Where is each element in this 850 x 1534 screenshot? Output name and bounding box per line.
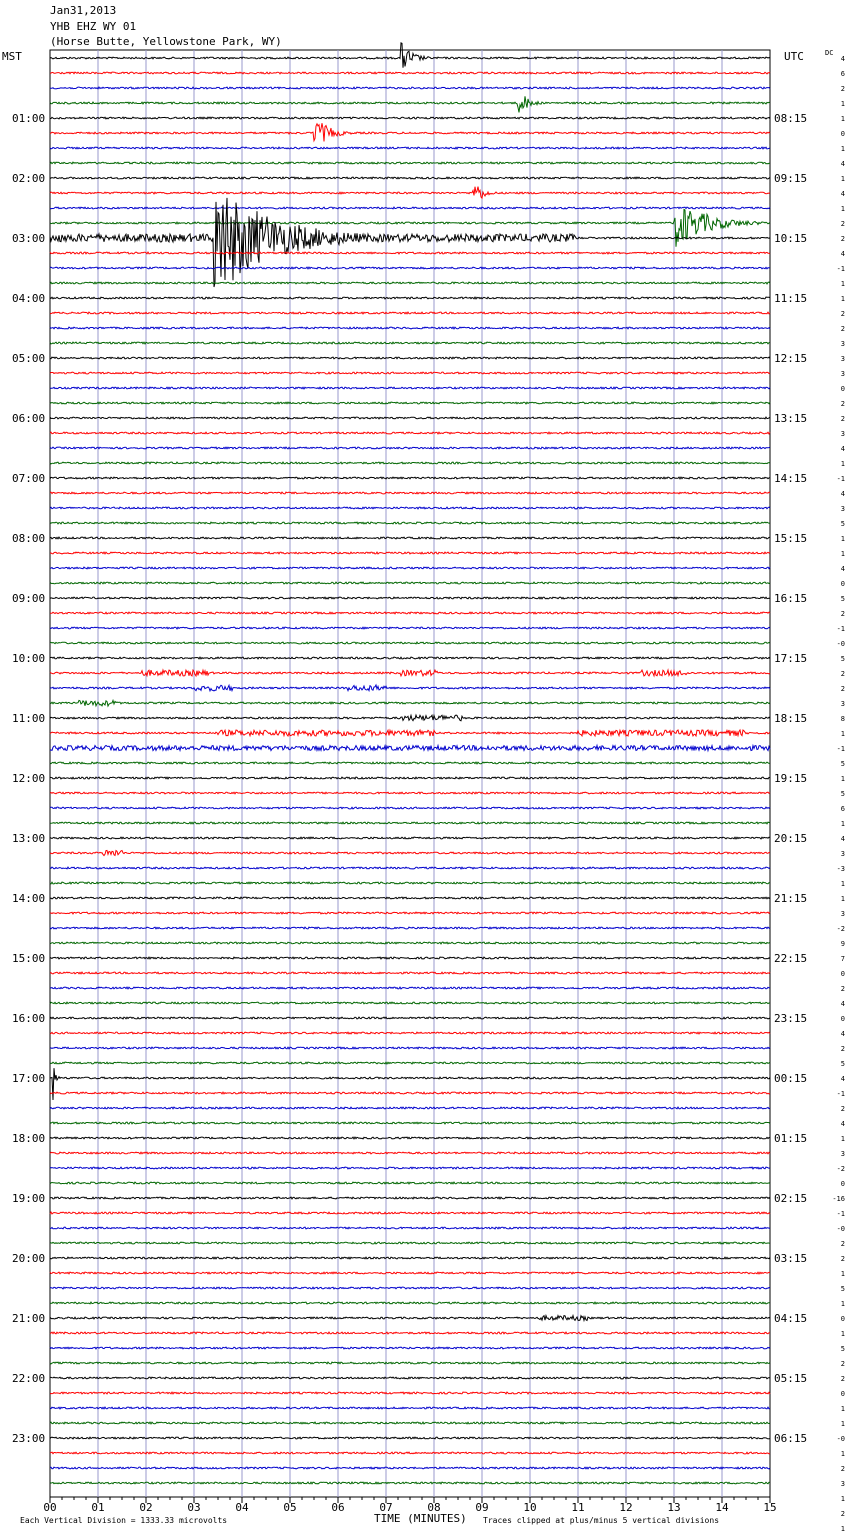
- dc-offset: 3: [840, 700, 845, 708]
- dc-offset: 1: [840, 1330, 845, 1338]
- x-tick-label: 03: [187, 1501, 201, 1514]
- dc-offset: 0: [840, 1180, 845, 1188]
- dc-offset: 4: [840, 1000, 845, 1008]
- right-hour-label: 00:15: [774, 1072, 808, 1085]
- trace-black: [50, 477, 770, 479]
- dc-offset: -1: [836, 1210, 845, 1218]
- dc-offset: 3: [840, 1150, 845, 1158]
- dc-offset: 1: [840, 1405, 845, 1413]
- dc-offset: -0: [836, 1225, 845, 1233]
- trace-blue: [50, 1107, 770, 1109]
- header-station: YHB EHZ WY 01: [50, 20, 137, 33]
- dc-offset: 2: [840, 1360, 845, 1368]
- left-hour-label: 08:00: [12, 532, 46, 545]
- trace-blue: [50, 627, 770, 629]
- trace-red: [50, 123, 770, 141]
- trace-black: [50, 715, 770, 721]
- dc-offset: 3: [840, 430, 845, 438]
- dc-offset: 2: [840, 415, 845, 423]
- trace-black: [50, 297, 770, 299]
- x-tick-label: 15: [763, 1501, 777, 1514]
- trace-blue: [50, 1167, 770, 1169]
- dc-offset: 2: [840, 85, 845, 93]
- left-hour-label: 04:00: [12, 292, 46, 305]
- dc-offset: 2: [840, 1105, 845, 1113]
- trace-red: [50, 1212, 770, 1214]
- trace-black: [50, 1437, 770, 1439]
- left-hour-label: 02:00: [12, 172, 46, 185]
- dc-offset: 6: [840, 70, 845, 78]
- trace-green: [50, 700, 770, 706]
- trace-red: [50, 252, 770, 254]
- x-tick-label: 02: [139, 1501, 153, 1514]
- dc-offset: 0: [840, 130, 845, 138]
- header-date: Jan31,2013: [50, 4, 117, 17]
- plot-frame: [50, 50, 770, 1497]
- x-tick-label: 12: [619, 1501, 633, 1514]
- trace-green: [50, 209, 770, 246]
- left-hour-label: 15:00: [12, 952, 46, 965]
- right-hour-label: 06:15: [774, 1432, 808, 1445]
- trace-black: [50, 43, 770, 68]
- trace-blue: [50, 507, 770, 509]
- right-hour-label: 01:15: [774, 1132, 808, 1145]
- dc-offset: 5: [840, 1285, 845, 1293]
- trace-red: [50, 912, 770, 914]
- trace-green: [50, 1362, 770, 1364]
- dc-offset: -0: [836, 1435, 845, 1443]
- dc-offset: 1: [840, 820, 845, 828]
- dc-offset: 2: [840, 310, 845, 318]
- dc-offset: 0: [840, 1315, 845, 1323]
- dc-offset: 1: [840, 550, 845, 558]
- dc-offset: 0: [840, 970, 845, 978]
- dc-offset: 5: [840, 595, 845, 603]
- trace-blue: [50, 1407, 770, 1409]
- trace-red: [50, 72, 770, 74]
- x-tick-label: 04: [235, 1501, 249, 1514]
- dc-offset: 5: [840, 760, 845, 768]
- trace-red: [50, 792, 770, 794]
- trace-black: [50, 1257, 770, 1259]
- left-hour-label: 11:00: [12, 712, 46, 725]
- right-zone-label: UTC: [784, 50, 804, 63]
- dc-offset: 1: [840, 1495, 845, 1503]
- dc-offset: 5: [840, 790, 845, 798]
- dc-offset: 9: [840, 940, 845, 948]
- trace-blue: [50, 567, 770, 569]
- x-tick-label: 08: [427, 1501, 441, 1514]
- x-tick-label: 01: [91, 1501, 105, 1514]
- trace-black: [50, 957, 770, 959]
- trace-black: [50, 1316, 770, 1321]
- trace-green: [50, 1182, 770, 1184]
- trace-green: [50, 96, 770, 112]
- dc-offset: 4: [840, 490, 845, 498]
- dc-offset: 1: [840, 535, 845, 543]
- dc-offset: 0: [840, 580, 845, 588]
- dc-offset: 3: [840, 340, 845, 348]
- dc-offset: 2: [840, 235, 845, 243]
- dc-offset: 1: [840, 730, 845, 738]
- trace-blue: [50, 807, 770, 809]
- trace-green: [50, 642, 770, 644]
- left-hour-label: 19:00: [12, 1192, 46, 1205]
- right-hour-label: 05:15: [774, 1372, 808, 1385]
- trace-black: [50, 897, 770, 899]
- right-hour-label: 08:15: [774, 112, 808, 125]
- trace-green: [50, 342, 770, 344]
- right-hour-label: 19:15: [774, 772, 808, 785]
- trace-blue: [50, 867, 770, 869]
- trace-blue: [50, 1467, 770, 1469]
- dc-offset: 1: [840, 1450, 845, 1458]
- trace-green: [50, 462, 770, 464]
- right-hour-label: 20:15: [774, 832, 808, 845]
- trace-red: [50, 730, 770, 736]
- dc-offset: 2: [840, 1240, 845, 1248]
- dc-header: DC: [825, 49, 834, 57]
- left-hour-label: 14:00: [12, 892, 46, 905]
- trace-green: [50, 1242, 770, 1244]
- left-hour-label: 13:00: [12, 832, 46, 845]
- dc-offset: -2: [836, 925, 845, 933]
- right-hour-label: 10:15: [774, 232, 808, 245]
- dc-offset: 2: [840, 985, 845, 993]
- dc-offset: 6: [840, 805, 845, 813]
- dc-offset: 1: [840, 1135, 845, 1143]
- trace-blue: [50, 87, 770, 89]
- trace-green: [50, 282, 770, 284]
- dc-offset: 3: [840, 370, 845, 378]
- trace-black: [50, 417, 770, 419]
- trace-green: [50, 402, 770, 404]
- left-hour-label: 16:00: [12, 1012, 46, 1025]
- dc-offset: -1: [836, 475, 845, 483]
- trace-red: [50, 312, 770, 314]
- right-hour-label: 16:15: [774, 592, 808, 605]
- dc-offset: 2: [840, 1045, 845, 1053]
- dc-offset: 1: [840, 775, 845, 783]
- dc-offset: 1: [840, 295, 845, 303]
- trace-red: [50, 612, 770, 614]
- dc-offset: -1: [836, 265, 845, 273]
- trace-black: [50, 117, 770, 119]
- dc-offset: 0: [840, 1015, 845, 1023]
- trace-red: [50, 850, 770, 855]
- dc-offset: 4: [840, 1120, 845, 1128]
- trace-blue: [50, 207, 770, 209]
- dc-offset: -2: [836, 1165, 845, 1173]
- dc-offset: 7: [840, 955, 845, 963]
- x-tick-label: 09: [475, 1501, 489, 1514]
- trace-green: [50, 942, 770, 944]
- trace-black: [50, 777, 770, 779]
- left-hour-label: 09:00: [12, 592, 46, 605]
- dc-offset: 1: [840, 205, 845, 213]
- x-tick-label: 14: [715, 1501, 729, 1514]
- trace-blue: [50, 746, 770, 751]
- trace-black: [50, 357, 770, 359]
- dc-offset: 4: [840, 55, 845, 63]
- dc-offset: 5: [840, 520, 845, 528]
- left-zone-label: MST: [2, 50, 22, 63]
- dc-offset: 1: [840, 1420, 845, 1428]
- footer-clip-note: Traces clipped at plus/minus 5 vertical divisions: [483, 1516, 720, 1525]
- trace-red: [50, 1032, 770, 1034]
- left-hour-label: 18:00: [12, 1132, 46, 1145]
- right-hour-label: 04:15: [774, 1312, 808, 1325]
- trace-black: [50, 198, 770, 287]
- trace-blue: [50, 1227, 770, 1229]
- trace-red: [50, 1392, 770, 1394]
- x-tick-label: 13: [667, 1501, 681, 1514]
- trace-blue: [50, 927, 770, 929]
- dc-offset: 2: [840, 1465, 845, 1473]
- dc-offset: 1: [840, 460, 845, 468]
- dc-offset: 3: [840, 505, 845, 513]
- dc-offset: 1: [840, 895, 845, 903]
- dc-offset: 2: [840, 685, 845, 693]
- dc-offset: 4: [840, 1075, 845, 1083]
- left-hour-label: 21:00: [12, 1312, 46, 1325]
- trace-green: [50, 162, 770, 164]
- x-tick-label: 05: [283, 1501, 297, 1514]
- dc-offset: 4: [840, 250, 845, 258]
- trace-blue: [50, 387, 770, 389]
- dc-offset: -1: [836, 1090, 845, 1098]
- trace-green: [50, 882, 770, 884]
- dc-offset: 4: [840, 1030, 845, 1038]
- header-location: (Horse Butte, Yellowstone Park, WY): [50, 35, 282, 48]
- left-hour-label: 01:00: [12, 112, 46, 125]
- dc-offset: 1: [840, 145, 845, 153]
- dc-offset: 2: [840, 610, 845, 618]
- right-hour-label: 02:15: [774, 1192, 808, 1205]
- right-hour-label: 14:15: [774, 472, 808, 485]
- x-tick-label: 00: [43, 1501, 57, 1514]
- trace-red: [50, 552, 770, 554]
- x-tick-label: 07: [379, 1501, 393, 1514]
- footer-scale: Each Vertical Division = 1333.33 microvolts: [20, 1516, 228, 1525]
- dc-offset: 0: [840, 385, 845, 393]
- left-hour-label: 20:00: [12, 1252, 46, 1265]
- trace-red: [50, 670, 770, 676]
- dc-offset: 4: [840, 160, 845, 168]
- trace-red: [50, 1452, 770, 1454]
- trace-green: [50, 1422, 770, 1424]
- trace-green: [50, 582, 770, 584]
- dc-offset: -1: [836, 625, 845, 633]
- left-hour-label: 12:00: [12, 772, 46, 785]
- trace-blue: [50, 267, 770, 269]
- dc-offset: 2: [840, 1255, 845, 1263]
- dc-offset: 1: [840, 1525, 845, 1533]
- trace-black: [50, 837, 770, 839]
- trace-black: [50, 1068, 770, 1100]
- trace-blue: [50, 1287, 770, 1289]
- dc-offset: 4: [840, 445, 845, 453]
- left-hour-label: 22:00: [12, 1372, 46, 1385]
- x-tick-label: 10: [523, 1501, 537, 1514]
- right-hour-label: 03:15: [774, 1252, 808, 1265]
- trace-red: [50, 972, 770, 974]
- trace-black: [50, 1377, 770, 1379]
- dc-offset: -16: [832, 1195, 845, 1203]
- dc-offset: 2: [840, 220, 845, 228]
- dc-offset: 1: [840, 880, 845, 888]
- right-hour-label: 18:15: [774, 712, 808, 725]
- right-hour-label: 12:15: [774, 352, 808, 365]
- trace-black: [50, 1197, 770, 1199]
- dc-offset: 2: [840, 670, 845, 678]
- right-hour-label: 21:15: [774, 892, 808, 905]
- left-hour-label: 03:00: [12, 232, 46, 245]
- trace-green: [50, 522, 770, 524]
- trace-red: [50, 492, 770, 494]
- trace-red: [50, 1152, 770, 1154]
- trace-green: [50, 762, 770, 764]
- trace-red: [50, 1272, 770, 1274]
- dc-offset: 2: [840, 400, 845, 408]
- trace-green: [50, 1122, 770, 1124]
- trace-blue: [50, 327, 770, 329]
- trace-black: [50, 177, 770, 179]
- trace-blue: [50, 447, 770, 449]
- trace-green: [50, 1062, 770, 1064]
- dc-offset: 4: [840, 190, 845, 198]
- dc-offset: 3: [840, 910, 845, 918]
- dc-offset: 1: [840, 100, 845, 108]
- trace-red: [50, 1092, 770, 1094]
- left-hour-label: 06:00: [12, 412, 46, 425]
- dc-offset: 5: [840, 655, 845, 663]
- left-hour-label: 07:00: [12, 472, 46, 485]
- left-hour-label: 10:00: [12, 652, 46, 665]
- x-axis-title: TIME (MINUTES): [374, 1512, 467, 1525]
- right-hour-label: 13:15: [774, 412, 808, 425]
- right-hour-label: 23:15: [774, 1012, 808, 1025]
- trace-red: [50, 187, 770, 199]
- trace-blue: [50, 987, 770, 989]
- dc-offset: 4: [840, 565, 845, 573]
- dc-offset: 1: [840, 175, 845, 183]
- trace-green: [50, 822, 770, 824]
- trace-black: [50, 657, 770, 659]
- dc-offset: 1: [840, 1300, 845, 1308]
- trace-black: [50, 1137, 770, 1139]
- right-hour-label: 15:15: [774, 532, 808, 545]
- trace-black: [50, 597, 770, 599]
- trace-black: [50, 537, 770, 539]
- x-tick-label: 06: [331, 1501, 345, 1514]
- dc-offset: 1: [840, 115, 845, 123]
- trace-red: [50, 1332, 770, 1334]
- right-hour-label: 22:15: [774, 952, 808, 965]
- dc-offset: 3: [840, 850, 845, 858]
- dc-offset: 2: [840, 325, 845, 333]
- trace-blue: [50, 685, 770, 691]
- left-hour-label: 23:00: [12, 1432, 46, 1445]
- dc-offset: 5: [840, 1345, 845, 1353]
- dc-offset: 3: [840, 355, 845, 363]
- dc-offset: 5: [840, 1060, 845, 1068]
- dc-offset: 2: [840, 1510, 845, 1518]
- trace-red: [50, 432, 770, 434]
- right-hour-label: 17:15: [774, 652, 808, 665]
- dc-offset: 3: [840, 1480, 845, 1488]
- trace-red: [50, 372, 770, 374]
- trace-green: [50, 1482, 770, 1484]
- dc-offset: 8: [840, 715, 845, 723]
- trace-blue: [50, 1347, 770, 1349]
- trace-blue: [50, 1047, 770, 1049]
- x-tick-label: 11: [571, 1501, 585, 1514]
- dc-offset: 0: [840, 1390, 845, 1398]
- right-hour-label: 09:15: [774, 172, 808, 185]
- dc-offset: -0: [836, 640, 845, 648]
- dc-offset: 1: [840, 1270, 845, 1278]
- left-hour-label: 05:00: [12, 352, 46, 365]
- dc-offset: 1: [840, 280, 845, 288]
- dc-offset: -1: [836, 745, 845, 753]
- dc-offset: 2: [840, 1375, 845, 1383]
- trace-green: [50, 1002, 770, 1004]
- right-hour-label: 11:15: [774, 292, 808, 305]
- dc-offset: 4: [840, 835, 845, 843]
- trace-blue: [50, 147, 770, 149]
- trace-green: [50, 1302, 770, 1304]
- trace-black: [50, 1017, 770, 1019]
- left-hour-label: 17:00: [12, 1072, 46, 1085]
- dc-offset: -3: [836, 865, 845, 873]
